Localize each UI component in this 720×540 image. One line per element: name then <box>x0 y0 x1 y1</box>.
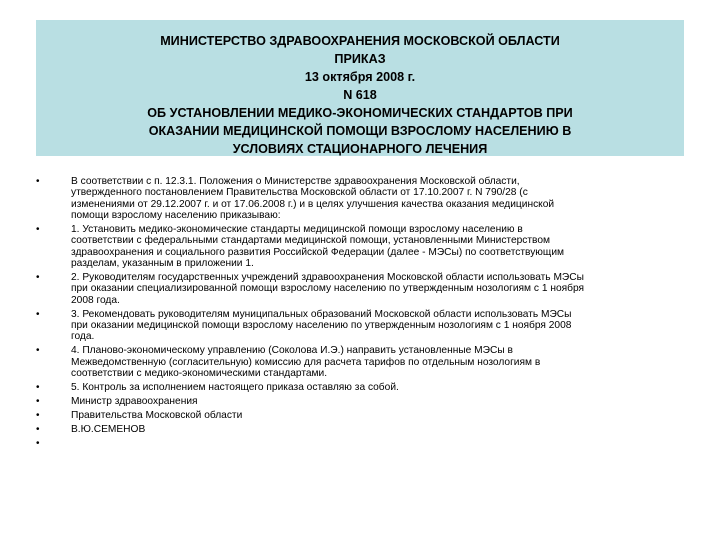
list-item <box>36 396 684 407</box>
text-line: здравоохранения и социального развития Российской Федерации (далее - МЭСы) по соответствующим <box>71 246 565 258</box>
item-text <box>71 396 684 407</box>
list-item <box>36 438 684 449</box>
bullet-icon: • <box>36 271 40 283</box>
text-line: Межведомственную (согласительную) комиссию для расчета тарифов по отдельным нозологиям в <box>71 356 541 368</box>
title-line: N 618 <box>343 88 377 102</box>
bullet-icon: • <box>36 223 40 235</box>
text-line: В соответствии с п. 12.3.1. Положения о Министерстве здравоохранения Московской области, <box>71 176 520 187</box>
text-line: В.Ю.СЕМЕНОВ <box>71 424 146 436</box>
list-item <box>36 345 684 379</box>
bullet-icon: • <box>36 410 40 422</box>
text-line: 3. Рекомендовать руководителям муниципальных образований Московской области использовать МЭСы <box>71 308 572 320</box>
title-line: ОКАЗАНИИ МЕДИЦИНСКОЙ ПОМОЩИ ВЗРОСЛОМУ НАСЕЛЕНИЮ В <box>148 124 572 138</box>
bullet-icon: • <box>36 424 40 436</box>
item-text <box>71 224 684 269</box>
text-line: 2008 года. <box>71 294 120 306</box>
title-line: ОБ УСТАНОВЛЕНИИ МЕДИКО-ЭКОНОМИЧЕСКИХ СТАНДАРТОВ ПРИ <box>147 106 573 120</box>
list-item <box>36 272 684 306</box>
text-line: Министр здравоохранения <box>71 396 198 408</box>
list-item <box>36 224 684 269</box>
bullet-icon: • <box>36 382 40 394</box>
text-line: утвержденного постановлением Правительства Московской области от 17.10.2007 г. N 790/28 (с <box>71 187 528 199</box>
list-item <box>36 382 684 393</box>
item-text <box>71 309 684 343</box>
text-line: соответствии с медико-экономическими стандартами. <box>71 367 328 379</box>
list-item <box>36 309 684 343</box>
item-text <box>71 410 684 421</box>
list-item <box>36 424 684 435</box>
item-text <box>71 345 684 379</box>
text-line: 2. Руководителям государственных учреждений здравоохранения Московской области использовать МЭСы <box>71 271 584 283</box>
text-line: при оказании медицинской помощи взрослому населению по утвержденным нозологиям с 1 ноября 2008 <box>71 319 572 331</box>
text-line: помощи взрослому населению приказываю: <box>71 209 281 221</box>
title-line: УСЛОВИЯХ СТАЦИОНАРНОГО ЛЕЧЕНИЯ <box>232 142 488 156</box>
item-text <box>71 424 684 435</box>
title-line: ПРИКАЗ <box>334 52 386 66</box>
title-banner <box>36 20 684 156</box>
item-text <box>71 272 684 306</box>
text-line: изменениями от 29.12.2007 г. и от 17.06.2008 г.) и в целях улучшения качества оказания медицинской <box>71 198 555 210</box>
bullet-icon: • <box>36 396 40 408</box>
text-line: 1. Установить медико-экономические стандарты медицинской помощи взрослому населению в <box>71 223 523 235</box>
item-text <box>71 382 684 393</box>
text-line: года. <box>71 331 95 343</box>
text-line: при оказании специализированной помощи взрослому населению по утвержденным нозологиям с 1 ноября <box>71 283 585 295</box>
bullet-icon: • <box>36 176 40 187</box>
bullet-icon: • <box>36 438 40 450</box>
text-line: 5. Контроль за исполнением настоящего приказа оставляю за собой. <box>71 382 399 394</box>
text-line: 4. Планово-экономическому управлению (Соколова И.Э.) направить установленные МЭСы в <box>71 345 513 357</box>
text-line: соответствии с федеральными стандартами медицинской помощи, установленными Министерством <box>71 235 551 247</box>
bullet-icon: • <box>36 308 40 320</box>
list-item <box>36 176 684 221</box>
list-item <box>36 410 684 421</box>
text-line: разделам, указанным в приложении 1. <box>71 257 254 269</box>
item-text <box>71 176 684 221</box>
text-line: Правительства Московской области <box>71 410 243 422</box>
bullet-icon: • <box>36 345 40 357</box>
title-line: 13 октября 2008 г. <box>304 70 416 84</box>
title-line: МИНИСТЕРСТВО ЗДРАВООХРАНЕНИЯ МОСКОВСКОЙ ОБЛАСТИ <box>160 34 560 48</box>
order-text-list <box>36 176 684 453</box>
